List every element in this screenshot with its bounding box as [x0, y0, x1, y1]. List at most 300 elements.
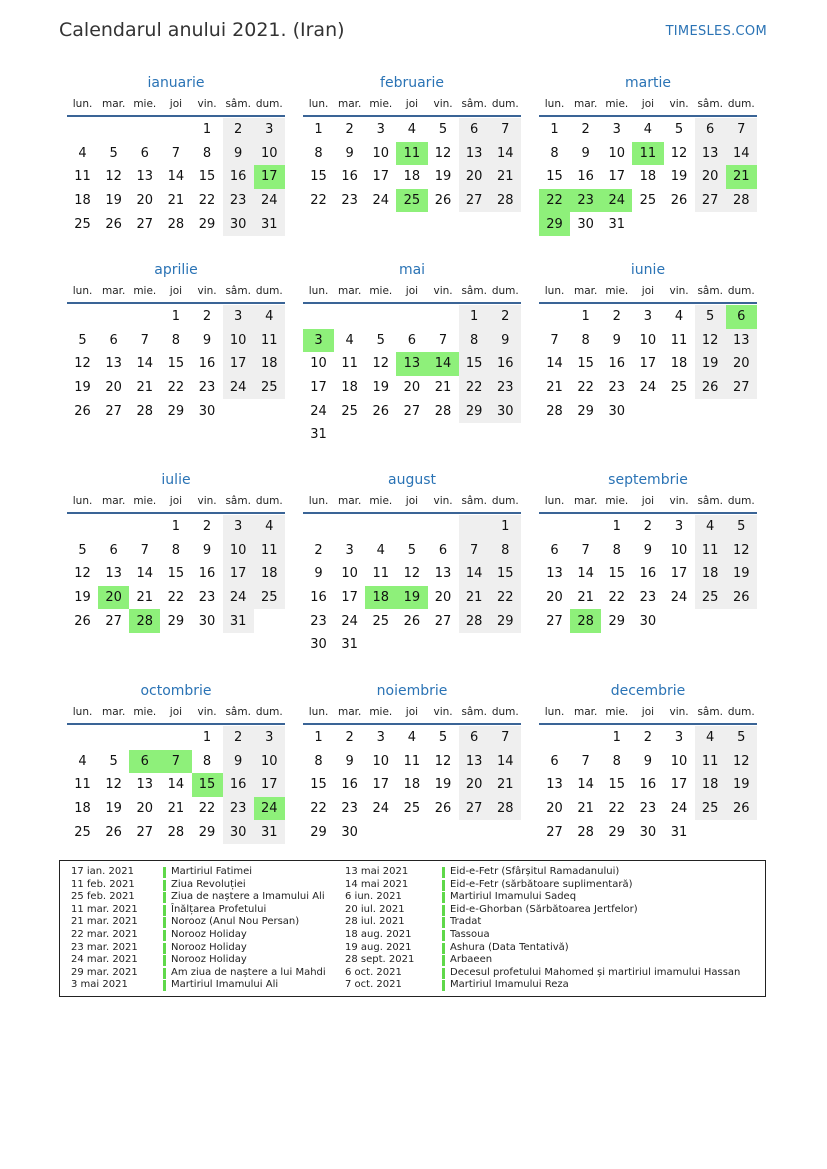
day-cell: 11 [254, 539, 285, 563]
empty-cell [365, 305, 396, 329]
month-martie [539, 73, 757, 236]
holiday-name: Am ziua de naștere a lui Mahdi [171, 966, 326, 978]
day-cell: 20 [695, 165, 726, 189]
holiday-marker [163, 867, 166, 878]
day-cell: 17 [223, 562, 254, 586]
day-cell: 20 [434, 590, 452, 606]
weekday-label: mie. [605, 285, 629, 297]
day-cell: 4 [345, 332, 354, 348]
day-cell: 19 [105, 193, 122, 209]
weekday-header [67, 490, 285, 514]
day-cell: 26 [74, 403, 91, 419]
month-name: noiembrie [376, 683, 448, 699]
day-cell: 21 [167, 193, 185, 209]
weekday-label: joi [169, 285, 183, 297]
empty-cell [67, 118, 98, 142]
weekday-label: dum. [491, 285, 519, 297]
day-cell: 19 [434, 169, 452, 185]
day-cell: 5 [695, 305, 726, 329]
empty-cell [67, 726, 98, 750]
day-cell: 4 [695, 726, 726, 750]
weekday-header [539, 93, 757, 117]
empty-cell [129, 305, 160, 329]
day-cell: 15 [546, 169, 563, 185]
day-cell: 25 [341, 403, 358, 419]
holiday-name: Norooz Holiday [171, 954, 247, 966]
day-cell: 20 [459, 773, 490, 797]
weekday-label: dum. [727, 706, 755, 718]
empty-cell [396, 305, 427, 329]
day-cell: 4 [254, 305, 285, 329]
day-cell: 8 [459, 329, 490, 353]
weekday-label: joi [641, 495, 655, 507]
weekday-label: mar. [574, 495, 598, 507]
day-cell: 14 [490, 142, 521, 166]
day-cell: 23 [341, 193, 358, 209]
holiday-day-cell: 21 [726, 165, 757, 189]
day-cell: 10 [608, 145, 626, 161]
day-cell: 27 [546, 613, 563, 629]
day-cell: 1 [459, 305, 490, 329]
day-cell: 25 [254, 586, 285, 610]
weekday-header [303, 490, 521, 514]
day-cell: 4 [254, 515, 285, 539]
holiday-day-cell: 23 [570, 189, 601, 213]
day-cell: 8 [171, 332, 181, 348]
day-cell: 22 [198, 193, 216, 209]
day-cell: 27 [695, 189, 726, 213]
day-cell: 7 [438, 332, 448, 348]
day-cell: 3 [376, 730, 385, 746]
day-cell: 20 [726, 352, 757, 376]
empty-cell [160, 118, 191, 142]
holiday-day-cell: 29 [539, 212, 570, 236]
weekday-label: vin. [433, 98, 453, 110]
holiday-marker [163, 930, 166, 941]
day-cell: 12 [670, 145, 688, 161]
month-aprilie [67, 260, 285, 423]
day-cell: 9 [223, 750, 254, 774]
holiday-name: Norooz Holiday [171, 941, 247, 953]
day-cell: 21 [167, 801, 185, 817]
day-cell: 30 [639, 613, 657, 629]
day-cell: 19 [434, 777, 452, 793]
day-cell: 12 [74, 356, 91, 372]
day-cell: 23 [490, 376, 521, 400]
day-cell: 3 [674, 730, 684, 746]
day-cell: 13 [434, 566, 452, 582]
day-cell: 16 [577, 169, 594, 185]
day-cell: 2 [612, 309, 621, 325]
day-cell: 15 [310, 169, 327, 185]
day-cell: 3 [376, 122, 385, 138]
day-cell: 14 [726, 142, 757, 166]
day-cell: 30 [341, 824, 358, 840]
holiday-day-cell: 28 [570, 609, 601, 633]
day-cell: 17 [372, 777, 390, 793]
day-cell: 15 [310, 777, 327, 793]
day-cell: 27 [105, 613, 122, 629]
holiday-day-cell: 7 [160, 750, 191, 774]
holiday-name: Norooz Holiday [171, 929, 247, 940]
day-grid [67, 305, 285, 423]
day-cell: 30 [577, 216, 594, 232]
weekday-label: lun. [72, 98, 93, 110]
day-cell: 9 [345, 145, 354, 161]
month-noiembrie [303, 681, 521, 844]
day-cell: 16 [490, 352, 521, 376]
day-cell: 30 [310, 637, 327, 653]
holiday-legend [59, 860, 766, 997]
empty-cell [459, 515, 490, 539]
day-cell: 4 [407, 730, 417, 746]
day-cell: 12 [105, 169, 122, 185]
day-cell: 9 [314, 566, 323, 582]
holiday-name: Ziua Revoluției [171, 878, 246, 890]
holiday-day-cell: 6 [726, 305, 757, 329]
day-cell: 4 [695, 515, 726, 539]
day-grid [303, 305, 521, 447]
day-cell: 9 [345, 753, 354, 769]
holiday-marker [163, 905, 166, 916]
weekday-label: mie. [133, 98, 157, 110]
day-cell: 20 [136, 801, 154, 817]
day-cell: 1 [612, 519, 621, 535]
day-cell: 29 [608, 613, 626, 629]
day-cell: 11 [403, 753, 421, 769]
day-cell: 27 [403, 403, 421, 419]
day-cell: 21 [434, 380, 452, 396]
empty-cell [570, 726, 601, 750]
day-cell: 21 [136, 590, 154, 606]
weekday-label: mar. [102, 285, 126, 297]
empty-cell [365, 515, 396, 539]
month-name: august [388, 472, 436, 488]
day-cell: 13 [459, 750, 490, 774]
holiday-day-cell: 13 [396, 352, 427, 376]
day-cell: 31 [254, 820, 285, 844]
weekday-label: mar. [338, 495, 362, 507]
day-cell: 5 [407, 542, 417, 558]
day-cell: 24 [223, 586, 254, 610]
weekday-header [303, 280, 521, 304]
day-cell: 16 [341, 777, 358, 793]
empty-cell [129, 515, 160, 539]
day-grid [67, 118, 285, 236]
day-grid [539, 305, 757, 423]
day-cell: 29 [459, 399, 490, 423]
weekday-label: dum. [727, 285, 755, 297]
day-cell: 11 [372, 566, 390, 582]
day-cell: 1 [202, 730, 212, 746]
day-cell: 2 [643, 519, 653, 535]
day-cell: 15 [608, 566, 626, 582]
day-cell: 27 [459, 189, 490, 213]
weekday-label: vin. [669, 98, 689, 110]
day-cell: 14 [167, 169, 185, 185]
day-cell: 24 [372, 193, 390, 209]
day-cell: 26 [726, 797, 757, 821]
day-cell: 28 [577, 824, 594, 840]
day-cell: 27 [434, 613, 452, 629]
day-cell: 30 [198, 613, 216, 629]
weekday-label: lun. [72, 285, 93, 297]
weekday-label: mie. [605, 706, 629, 718]
weekday-label: lun. [308, 706, 329, 718]
day-cell: 22 [490, 586, 521, 610]
day-cell: 7 [581, 542, 590, 558]
day-cell: 19 [726, 562, 757, 586]
day-cell: 18 [403, 169, 421, 185]
holiday-marker [442, 930, 445, 941]
day-cell: 25 [639, 193, 657, 209]
month-name: iulie [161, 472, 191, 488]
holiday-marker [442, 980, 445, 991]
weekday-header [67, 701, 285, 725]
day-cell: 17 [670, 566, 688, 582]
holiday-marker [163, 955, 166, 966]
day-cell: 8 [202, 145, 212, 161]
weekday-label: mar. [102, 706, 126, 718]
holiday-date: 6 iun. 2021 [345, 891, 402, 903]
weekday-header [539, 280, 757, 304]
weekday-label: sâm. [461, 706, 487, 718]
weekday-label: vin. [669, 285, 689, 297]
weekday-label: dum. [491, 98, 519, 110]
day-cell: 18 [695, 773, 726, 797]
day-cell: 19 [695, 352, 726, 376]
holiday-date: 17 ian. 2021 [71, 866, 134, 877]
weekday-label: mie. [369, 495, 393, 507]
weekday-label: mar. [338, 706, 362, 718]
day-cell: 17 [310, 380, 327, 396]
day-cell: 5 [674, 122, 684, 138]
day-grid [303, 726, 521, 844]
empty-cell [539, 515, 570, 539]
day-cell: 19 [105, 801, 122, 817]
day-cell: 6 [550, 542, 559, 558]
day-cell: 30 [223, 820, 254, 844]
month-octombrie [67, 681, 285, 844]
day-cell: 9 [223, 142, 254, 166]
day-cell: 25 [74, 824, 91, 840]
month-name: martie [625, 75, 671, 91]
weekday-label: mar. [102, 495, 126, 507]
day-cell: 22 [459, 376, 490, 400]
holiday-day-cell: 11 [632, 142, 663, 166]
day-cell: 4 [674, 309, 684, 325]
weekday-header [539, 490, 757, 514]
day-cell: 5 [726, 726, 757, 750]
day-cell: 29 [198, 824, 216, 840]
day-cell: 13 [136, 169, 154, 185]
empty-cell [428, 305, 459, 329]
day-cell: 16 [198, 566, 216, 582]
empty-cell [160, 726, 191, 750]
day-cell: 25 [372, 613, 390, 629]
weekday-header [303, 93, 521, 117]
day-cell: 24 [341, 613, 358, 629]
weekday-label: sâm. [461, 98, 487, 110]
day-cell: 15 [167, 566, 185, 582]
day-cell: 21 [490, 165, 521, 189]
day-cell: 12 [434, 753, 452, 769]
weekday-label: sâm. [225, 706, 251, 718]
holiday-day-cell: 25 [396, 189, 427, 213]
day-cell: 8 [202, 753, 212, 769]
day-cell: 1 [171, 309, 181, 325]
weekday-label: mie. [133, 706, 157, 718]
day-cell: 14 [167, 777, 185, 793]
day-cell: 19 [74, 380, 91, 396]
weekday-label: sâm. [225, 285, 251, 297]
holiday-day-cell: 11 [396, 142, 427, 166]
day-cell: 7 [140, 332, 149, 348]
day-cell: 3 [345, 542, 354, 558]
holiday-marker [442, 968, 445, 979]
day-cell: 11 [670, 332, 688, 348]
holiday-date: 28 iul. 2021 [345, 916, 405, 928]
day-cell: 10 [254, 142, 285, 166]
empty-cell [67, 305, 98, 329]
day-cell: 14 [459, 562, 490, 586]
weekday-label: lun. [544, 706, 565, 718]
day-cell: 22 [608, 590, 626, 606]
day-cell: 10 [310, 356, 327, 372]
day-cell: 31 [254, 212, 285, 236]
day-cell: 14 [490, 750, 521, 774]
day-cell: 5 [109, 145, 118, 161]
day-cell: 21 [490, 773, 521, 797]
empty-cell [303, 515, 334, 539]
empty-cell [334, 515, 365, 539]
day-cell: 13 [105, 566, 122, 582]
weekday-label: vin. [197, 285, 217, 297]
day-cell: 20 [459, 165, 490, 189]
day-cell: 11 [695, 539, 726, 563]
holiday-date: 14 mai 2021 [345, 878, 409, 890]
day-cell: 27 [459, 797, 490, 821]
day-cell: 22 [577, 380, 594, 396]
month-februarie [303, 73, 521, 212]
empty-cell [67, 515, 98, 539]
holiday-name: Ziua de naștere a Imamului Ali [171, 891, 325, 903]
day-cell: 18 [341, 380, 358, 396]
day-cell: 2 [223, 118, 254, 142]
day-cell: 12 [434, 145, 452, 161]
weekday-label: dum. [255, 98, 283, 110]
month-iulie [67, 470, 285, 633]
day-cell: 1 [490, 515, 521, 539]
day-cell: 11 [74, 777, 91, 793]
weekday-label: mie. [605, 495, 629, 507]
day-cell: 12 [105, 777, 122, 793]
day-cell: 12 [372, 356, 390, 372]
weekday-header [67, 93, 285, 117]
day-cell: 30 [223, 212, 254, 236]
day-cell: 20 [105, 380, 122, 396]
day-cell: 13 [546, 777, 563, 793]
day-cell: 13 [546, 566, 563, 582]
empty-cell [129, 118, 160, 142]
month-name: mai [398, 262, 426, 278]
holiday-marker [442, 943, 445, 954]
empty-cell [428, 515, 459, 539]
day-cell: 18 [639, 169, 657, 185]
day-cell: 28 [726, 189, 757, 213]
holiday-date: 25 feb. 2021 [71, 891, 135, 903]
day-cell: 30 [608, 403, 626, 419]
day-cell: 14 [577, 566, 594, 582]
holiday-name: Martiriul Imamului Ali [171, 979, 279, 991]
day-cell: 17 [670, 777, 688, 793]
day-cell: 5 [438, 122, 448, 138]
day-cell: 1 [202, 122, 212, 138]
holiday-marker [442, 892, 445, 903]
holiday-name: Martiriul Fatimei [171, 866, 253, 877]
day-cell: 8 [171, 542, 181, 558]
day-cell: 18 [254, 352, 285, 376]
day-cell: 17 [341, 590, 358, 606]
day-cell: 11 [74, 169, 91, 185]
day-cell: 5 [438, 730, 448, 746]
holiday-day-cell: 3 [303, 329, 334, 353]
day-cell: 16 [639, 777, 657, 793]
day-cell: 24 [310, 403, 327, 419]
weekday-label: mie. [133, 495, 157, 507]
day-cell: 14 [577, 777, 594, 793]
month-name: februarie [380, 75, 444, 91]
day-cell: 13 [695, 142, 726, 166]
weekday-label: sâm. [697, 285, 723, 297]
weekday-label: lun. [544, 98, 565, 110]
day-cell: 25 [403, 801, 421, 817]
weekday-label: vin. [433, 706, 453, 718]
holiday-name: Ashura (Data Tentativă) [450, 941, 569, 953]
weekday-header [303, 701, 521, 725]
empty-cell [129, 726, 160, 750]
day-cell: 16 [341, 169, 358, 185]
day-cell: 3 [254, 726, 285, 750]
weekday-label: joi [405, 98, 419, 110]
month-name: iunie [630, 262, 666, 278]
holiday-date: 6 oct. 2021 [345, 966, 402, 978]
holiday-date: 13 mai 2021 [345, 866, 409, 877]
holiday-date: 24 mar. 2021 [71, 954, 138, 966]
day-cell: 6 [109, 542, 118, 558]
day-cell: 25 [695, 797, 726, 821]
day-cell: 11 [341, 356, 358, 372]
empty-cell [98, 726, 129, 750]
day-cell: 28 [167, 216, 185, 232]
day-cell: 17 [223, 352, 254, 376]
weekday-label: mar. [102, 98, 126, 110]
holiday-day-cell: 28 [129, 609, 160, 633]
day-cell: 19 [670, 169, 688, 185]
month-septembrie [539, 470, 757, 633]
day-cell: 7 [726, 118, 757, 142]
weekday-label: sâm. [697, 706, 723, 718]
month-august [303, 470, 521, 657]
day-cell: 22 [198, 801, 216, 817]
holiday-day-cell: 17 [254, 165, 285, 189]
day-cell: 3 [223, 305, 254, 329]
weekday-label: sâm. [225, 495, 251, 507]
day-cell: 15 [459, 352, 490, 376]
day-grid [67, 515, 285, 633]
site-link[interactable]: TIMESLES.COM [665, 24, 767, 39]
holiday-date: 21 mar. 2021 [71, 916, 138, 928]
